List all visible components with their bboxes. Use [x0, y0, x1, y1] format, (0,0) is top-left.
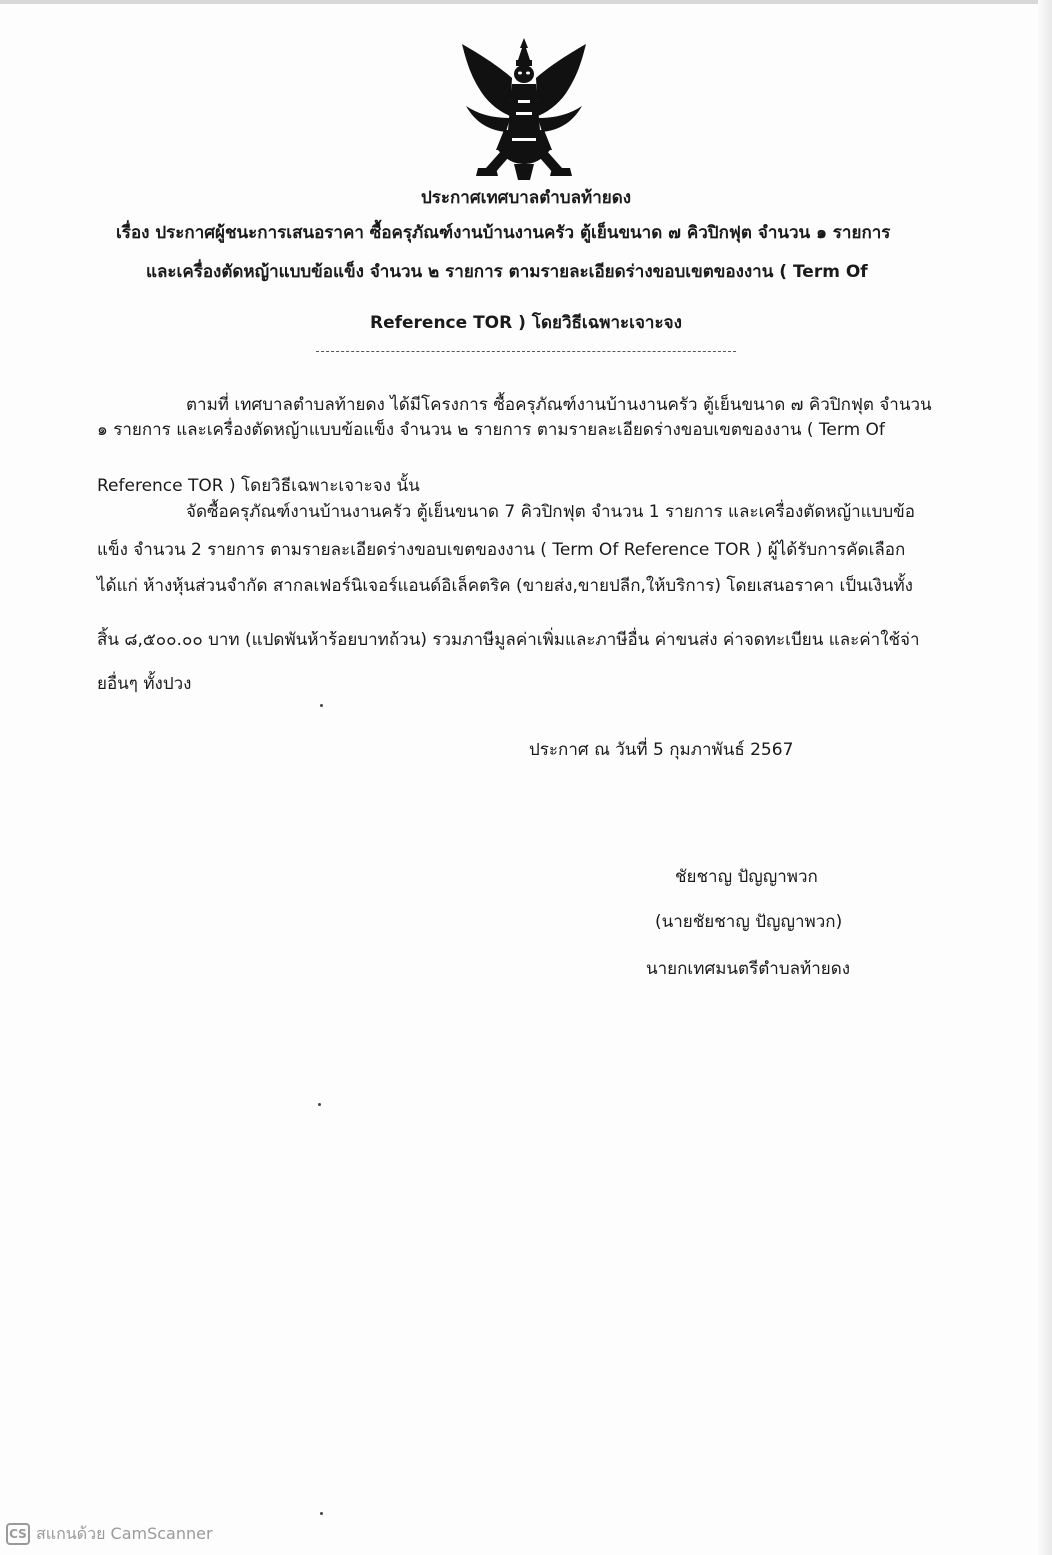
scan-right-edge [1038, 0, 1052, 1555]
scan-speck [320, 704, 323, 707]
announcement-heading: ประกาศเทศบาลตำบลท้ายดง [420, 188, 632, 208]
paragraph2-line-4: สิ้น ๘,๕๐๐.๐๐ บาท (แปดพันห้าร้อยบาทถ้วน) รวมภาษีมูลค่าเพิ่มและภาษีอื่น ค่าขนส่ง ค่าจดทะเบียน และค่าใช้จ่า [97, 630, 920, 650]
signer-position: นายกเทศมนตรีตำบลท้ายดง [646, 959, 851, 979]
scan-top-edge [0, 0, 1052, 4]
paragraph1-line-3: Reference TOR ) โดยวิธีเฉพาะเจาะจง นั้น [97, 476, 420, 496]
camscanner-watermark [6, 1521, 213, 1547]
paragraph1-line-1: ตามที่ เทศบาลตำบลท้ายดง ได้มีโครงการ ซื้อครุภัณฑ์งานบ้านงานครัว ตู้เย็นขนาด ๗ คิวปิกฟุต จำนวน [186, 395, 932, 415]
subject-line-2: และเครื่องตัดหญ้าแบบข้อแข็ง จำนวน ๒ รายการ ตามรายละเอียดร่างขอบเขตของงาน ( Term Of [146, 262, 868, 282]
scan-speck [320, 1512, 323, 1515]
paragraph2-line-1: จัดซื้อครุภัณฑ์งานบ้านงานครัว ตู้เย็นขนาด 7 คิวปิกฟุต จำนวน 1 รายการ และเครื่องตัดหญ้าแบบข้อ [186, 502, 915, 522]
camscanner-label: สแกนด้วย CamScanner [36, 1523, 213, 1543]
printed-name: (นายชัยชาญ ปัญญาพวก) [655, 912, 843, 932]
subject-line-1: เรื่อง ประกาศผู้ชนะการเสนอราคา ซื้อครุภัณฑ์งานบ้านงานครัว ตู้เย็นขนาด ๗ คิวปิกฟุต จำนวน ๑ รายการ [116, 223, 891, 243]
announce-date: ประกาศ ณ วันที่ 5 กุมภาพันธ์ 2567 [529, 740, 794, 760]
camscanner-logo-icon: CS [6, 1523, 30, 1545]
subject-line-3: Reference TOR ) โดยวิธีเฉพาะเจาะจง [370, 313, 682, 333]
signed-name: ชัยชาญ ปัญญาพวก [675, 867, 818, 887]
garuda-emblem-icon [456, 34, 592, 184]
scan-speck [318, 1103, 321, 1106]
paragraph1-line-2: ๑ รายการ และเครื่องตัดหญ้าแบบข้อแข็ง จำนวน ๒ รายการ ตามรายละเอียดร่างขอบเขตของงาน ( Term Of [97, 420, 885, 440]
paragraph2-line-3: ได้แก่ ห้างหุ้นส่วนจำกัด สากลเฟอร์นิเจอร์แอนด์อิเล็คตริค (ขายส่ง,ขายปลีก,ให้บริการ) โดยเสนอราคา เป็นเงินทั้ง [97, 576, 913, 596]
paragraph2-line-2: แข็ง จำนวน 2 รายการ ตามรายละเอียดร่างขอบเขตของงาน ( Term Of Reference TOR ) ผู้ได้รับการคัดเลือก [97, 540, 906, 560]
paragraph2-line-5: ยอื่นๆ ทั้งปวง [97, 674, 192, 694]
dashed-divider [316, 351, 736, 352]
